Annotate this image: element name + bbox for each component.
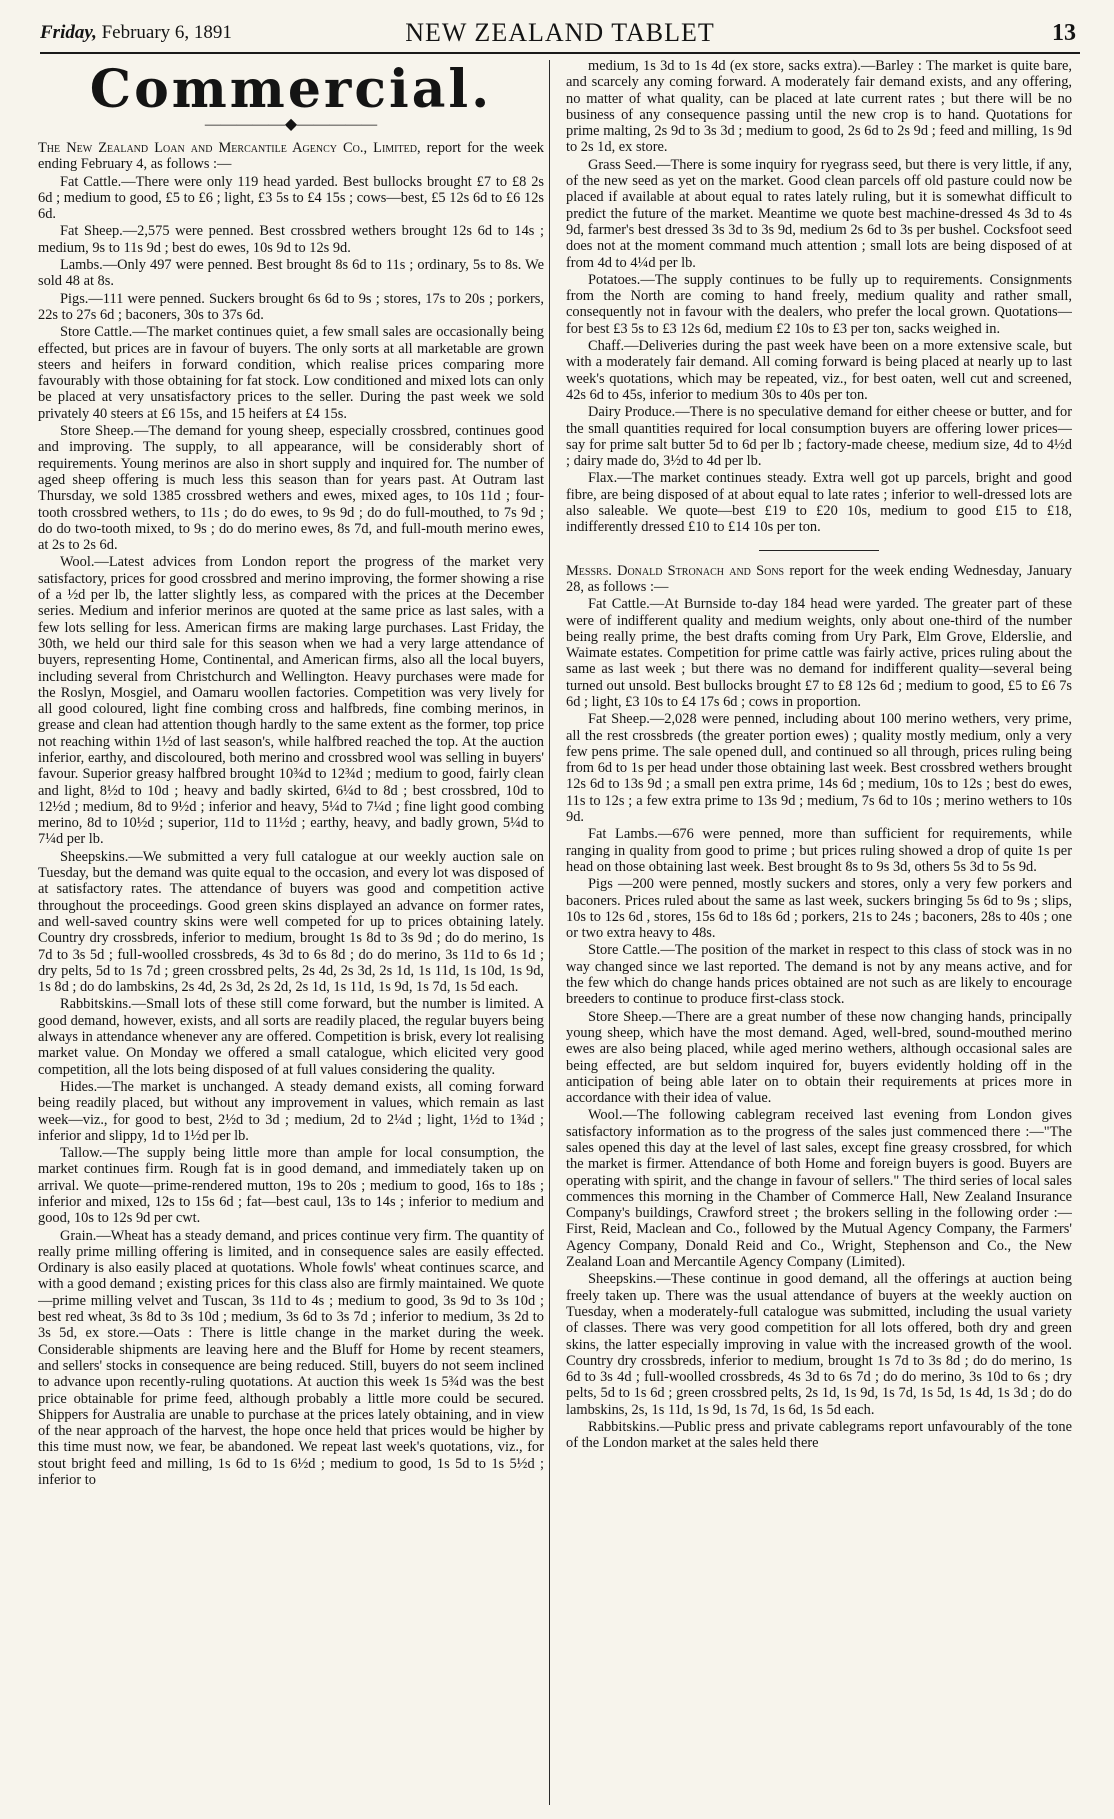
market-paragraph bbox=[566, 942, 1072, 1007]
market-paragraph bbox=[38, 223, 544, 256]
paragraph-label: Sheepskins. bbox=[588, 1271, 657, 1288]
paragraph-label: Tallow. bbox=[60, 1145, 103, 1162]
paragraph-label: Pigs bbox=[588, 876, 613, 893]
paragraph-text: —The supply continues to be fully up to requirements. Consignments from the North are coming to hand freely, medium quality and rather small, consequently not in favour with the dealers, who prefer the local grown. Quotations—for best £3 5s to £3 12s 6d, medium £2 10s to £3 per ton, sacks weighed in. bbox=[566, 271, 1072, 337]
market-paragraph bbox=[566, 58, 1072, 156]
paragraph-label: Sheepskins. bbox=[60, 848, 129, 865]
paragraph-text: —2,028 were penned, including about 100 merino wethers, very prime, all the rest crossbreds (the greater portion ewes) ; quality mostly medium, only a very few pens prime. The sale opened dull, and continued so all through, prices ruling being from 6d to 1s per head under those obtaining last week. Best crossbred wethers brought 12s 6d to 13s 9d ; a small pen extra prime, 14s 6d ; medium, 10s to 12s ; best do ewes, 11s to 12s ; a few extra prime to 13s 9d ; medium, 7s 6d to 10s ; merino wethers to 10s 9d. bbox=[566, 711, 1072, 826]
paragraph-text: —Wheat has a steady demand, and prices continue very firm. The quantity of really prime milling offering is limited, and in consequence sales are easily effected. Ordinary is also easily placed at quotations. Whole fowls' wheat continues scarce, and with a good demand ; existing prices for this class also are firmly maintained. We quote—prime milling velvet and Tuscan, 3s 11d to 4s ; medium to good, 3s 9d to 3s 10d ; best red wheat, 3s 8d to 3s 10d ; medium, 3s 6d to 3s 7d ; inferior to medium, 3s 2d to 3s 5d, ex store.—Oats : There is little change in the market during the week. Considerable shipments are leaving here and the Bluff for Home by recent steamers, and sellers' stocks in consequence are being reduced. Still, buyers do not seem inclined to advance upon recently-ruling quotations. At auction this week 1s 5¾d was the best price obtainable for prime feed, although probably a little more could be secured. Shippers for Australia are unable to purchase at the prices lately obtaining, and in view of the near approach of the harvest, the hope once held that prices would be higher by this time must now, we fear, be abandoned. We repeat last week's quotations, viz., for stout bright feed and milling, 1s 6d to 1s 6½d ; medium to good, 1s 5d to 1s 5½d ; inferior to bbox=[38, 1227, 544, 1489]
paragraph-text: —The market continues quiet, a few small sales are occasionally being effected, but prices are in favour of buyers. The only sorts at all marketable are grown steers and heifers in forward condition, which realise prices comparing more favourably with those obtaining for fat stock. Low conditioned and mixed lots can only be placed at very unsatisfactory prices to the seller. During the past week we sold privately 40 steers at £6 15s, and 15 heifers at £4 15s. bbox=[38, 324, 544, 422]
market-paragraph bbox=[38, 174, 544, 223]
market-paragraph bbox=[566, 876, 1072, 941]
paragraph-text: —2,575 were penned. Best crossbred wethers brought 12s 6d to 14s ; medium, 9s to 11s 9d ; best do ewes, 10s 9d to 12s 9d. bbox=[38, 223, 544, 256]
market-paragraph bbox=[38, 423, 544, 553]
report-heading-rest: report for the week ending February 4, as follows :— bbox=[38, 140, 544, 173]
market-paragraph bbox=[566, 596, 1072, 710]
market-paragraph bbox=[566, 1419, 1072, 1452]
right-paragraphs bbox=[566, 596, 1072, 1451]
paragraph-text: —Only 497 were penned. Best brought 8s 6d to 11s ; ordinary, 5s to 8s. We sold 48 at 8s. bbox=[38, 257, 544, 290]
paragraph-label: Store Sheep. bbox=[60, 423, 134, 440]
market-paragraph bbox=[38, 1145, 544, 1226]
paragraph-label: Fat Sheep. bbox=[588, 711, 650, 728]
market-paragraph bbox=[38, 996, 544, 1077]
market-paragraph bbox=[566, 1009, 1072, 1107]
market-paragraph bbox=[38, 1228, 544, 1489]
market-paragraph bbox=[38, 257, 544, 290]
paragraph-text: —There is some inquiry for ryegrass seed, but there is very little, if any, of the new seed as yet on the market. Good clean parcels off old pasture could now be placed if available at about equal to rates lately ruling, but it is somewhat difficult to predict the future of the market. Meantime we quote best machine-dressed 4s 3d to 4s 9d, farmer's best dressed 3s 3d to 3s 9d, medium 2s 6d to 3s per bushel. Cocksfoot seed does not at the moment command much attention ; small lots are being disposed of at from 4d to 4¼d per lb. bbox=[566, 156, 1072, 271]
paragraph-label: Store Cattle. bbox=[60, 324, 133, 341]
paragraph-label: Fat Lambs. bbox=[588, 826, 658, 843]
paragraph-text: —The position of the market in respect to this class of stock was in no way changed since we last reported. The demand is not by any means active, and for the few which do change hands prices obtained are not such as are likely to encourage breeders to continue to produce first-class stock. bbox=[566, 942, 1072, 1008]
left-column bbox=[38, 58, 544, 1808]
paragraph-text: —Public press and private cablegrams report unfavourably of the tone of the London market at the sales held there bbox=[566, 1419, 1072, 1452]
paragraph-label: Grass Seed. bbox=[588, 156, 657, 173]
market-paragraph bbox=[566, 826, 1072, 875]
paragraph-text: —The supply being little more than ample for local consumption, the market continues firm. Rough fat is in good demand, and immediately taken up on arrival. We quote—prime-rendered mutton, 19s to 20s ; medium to good, 16s to 18s ; inferior and mixed, 12s to 15s 6d ; fat—best caul, 13s to 14s ; inferior to medium and good, 10s to 12s 9d per cwt. bbox=[38, 1145, 544, 1227]
issue-day: Friday, bbox=[40, 22, 97, 43]
paragraph-label: Rabbitskins. bbox=[588, 1419, 660, 1436]
paragraph-label: Pigs. bbox=[60, 290, 89, 307]
paragraph-text: —These continue in good demand, all the offerings at auction being freely taken up. There was the usual attendance of buyers at the weekly auction on Tuesday, when a moderately-full catalogue was submitted, including the usual variety of classes. There was very good competition for all lots offered, both dry and green skins, the latter especially improving in value with the increased growth of the wool. Country dry crossbreds, inferior to medium, brought 1s 7d to 3s 8d ; do do merino, 1s 6d to 3s 4d ; full-woolled crossbreds, 4s 3d to 6s 7d ; do do merino, 3s 10d to 6s ; dry pelts, 5d to 1s 6d ; green crossbred pelts, 2s 1d, 1s 9d, 1s 7d, 1s 5d, 1s 4d, 1s 3d ; do do lambskins, 2s, 1s 11d, 1s 9d, 1s 7d, 1s 6d, 1s 5d each. bbox=[566, 1271, 1072, 1418]
paragraph-text: —There were only 119 head yarded. Best bullocks brought £7 to £8 2s 6d ; medium to good, £5 to £6 ; light, £3 5s to £4 15s ; cows—best, £5 12s 6d to £6 12s 6d. bbox=[38, 173, 544, 223]
paragraph-text: —111 were penned. Suckers brought 6s 6d to 9s ; stores, 17s to 20s ; porkers, 22s to 27s 6d ; baconers, 30s to 37s 6d. bbox=[38, 290, 544, 323]
firm-name: The New Zealand Loan and Mercantile Agency Co., Limited, bbox=[38, 140, 421, 156]
report-heading-stronach bbox=[566, 563, 1072, 596]
paragraph-label: Wool. bbox=[60, 554, 95, 571]
market-paragraph bbox=[38, 324, 544, 422]
right-column bbox=[566, 58, 1072, 1808]
section-separator bbox=[759, 550, 879, 551]
section-masthead: Commercial. bbox=[89, 59, 493, 120]
newspaper-title: NEW ZEALAND TABLET bbox=[405, 18, 715, 47]
issue-date-text: February 6, 1891 bbox=[101, 22, 232, 43]
market-paragraph bbox=[566, 338, 1072, 403]
paragraph-label: Hides. bbox=[60, 1078, 98, 1095]
paragraph-text: —The demand for young sheep, especially crossbred, continues good and improving. The supply, to all appearance, will be considerably short of requirements. Young merinos are also in short supply and inquired for. The number of aged sheep offering is much less this season than for years past. At Outram last Thursday, we sold 1385 crossbred wethers and ewes, mixed ages, to 10s 11d ; four-tooth crossbred wethers, to 11s ; do do ewes, to 9s 9d ; do do full-mouthed, to 7s 9d ; do do two-tooth mixed, to 9s ; do do merino ewes, 8s 7d, and full-mouth merino ewes, at 2s to 2s 6d. bbox=[38, 423, 544, 554]
paragraph-text: —There are a great number of these now changing hands, principally young sheep, which have the most demand. Aged, well-bred, sound-mouthed merino ewes are also being placed, while aged merino wethers, although occasional sales are being effected, are but seldom inquired for, buyers evidently holding off in the anticipation of being able later on to obtain their requirements at prices more in accordance with their idea of value. bbox=[566, 1008, 1072, 1107]
paragraph-label: Store Sheep. bbox=[588, 1008, 662, 1025]
right-paragraphs-continued bbox=[566, 58, 1072, 536]
paragraph-text: —Small lots of these still come forward, but the number is limited. A good demand, however, exists, and all sorts are readily placed, the regular buyers being always in attendance whenever any are offered. Competition is brisk, every lot realising market value. On Monday we offered a small catalogue, which elicited very good competition, all the lots being disposed of at full values considering the quality. bbox=[38, 996, 544, 1078]
paragraph-label: Lambs. bbox=[60, 257, 103, 274]
market-paragraph bbox=[566, 470, 1072, 535]
paragraph-text: —Deliveries during the past week have been on a more extensive scale, but with a moderately fair demand. All coming forward is being placed at nearly up to last week's quotations, which may be repeated, viz., for best oaten, well cut and screened, 42s 6d to 45s, inferior to medium 30s to 40s per ton. bbox=[566, 338, 1072, 403]
paragraph-label: Fat Cattle. bbox=[60, 173, 122, 190]
page-header bbox=[40, 8, 1080, 54]
paragraph-text: —We submitted a very full catalogue at our weekly auction sale on Tuesday, but the demand was quite equal to the occasion, and every lot was disposed of at satisfactory rates. The attendance of buyers was good and competition active throughout the proceedings. Good green skins displayed an advance on former rates, and well-saved country skins were well competed for up to prices obtaining lately. Country dry crossbreds, inferior to medium, brought 1s 8d to 3s 9d ; do do merino, 1s 7d to 3s 5d ; full-woolled crossbreds, 4s 3d to 6s 8d ; do do merino, 3s 11d to 6s 1d ; dry pelts, 5d to 1s 7d ; green crossbred pelts, 2s 4d, 2s 3d, 2s 1d, 1s 11d, 1s 10d, 1s 9d, 1s 8d ; do do lambskins, 2s 4d, 2s 3d, 2s 2d, 2s 1d, 1s 11d, 1s 9d, 1s 7d, 1s 5d each. bbox=[38, 848, 544, 996]
market-paragraph bbox=[566, 711, 1072, 825]
market-paragraph bbox=[38, 849, 544, 996]
paragraph-text: —The market is unchanged. A steady demand exists, all coming forward being readily placed, but without any improvement in values, which remain as last week—viz., for good to best, 2½d to 3d ; medium, 2d to 2¼d ; light, 1½d to 1¾d ; inferior and slippy, 1d to 1½d per lb. bbox=[38, 1078, 544, 1144]
paragraph-label: Flax. bbox=[588, 470, 618, 487]
paragraph-text: —676 were penned, more than sufficient for requirements, while ranging in quality from good to prime ; but prices ruling showed a drop of quite 1s per head on those obtaining last week. Best brought 8s to 9s 3d, others 5s 3d to 5s 9d. bbox=[566, 826, 1072, 875]
page-number: 13 bbox=[1052, 20, 1076, 46]
paragraph-label: Grain. bbox=[60, 1227, 97, 1244]
paragraph-text: —The market continues steady. Extra well got up parcels, bright and good fibre, are being disposed of at about equal to late rates ; inferior to well-dressed lots are also saleable. We quote—best £19 to £20 10s, medium to good £15 to £18, indifferently dressed £10 to £14 10s per ton. bbox=[566, 470, 1072, 536]
paragraph-label: Chaff. bbox=[588, 338, 625, 355]
paragraph-label: Fat Cattle. bbox=[588, 596, 650, 613]
market-paragraph bbox=[38, 1079, 544, 1144]
paragraph-text: —There is no speculative demand for either cheese or butter, and for the small quantities required for local consumption buyers are offering lower prices—say for prime salt butter 5d to 6d per lb ; factory-made cheese, medium size, 4d to 4½d ; dairy made do, 3½d to 4d per lb. bbox=[566, 404, 1072, 470]
market-paragraph bbox=[566, 404, 1072, 469]
paragraph-label: Dairy Produce. bbox=[588, 404, 676, 421]
paragraph-label: Rabbitskins. bbox=[60, 996, 132, 1013]
paragraph-label: Fat Sheep. bbox=[60, 223, 123, 240]
column-divider bbox=[549, 60, 550, 1805]
paragraph-label: Store Cattle. bbox=[588, 942, 661, 959]
report-heading-rest: report for the week ending Wednesday, January 28, as follows :— bbox=[566, 562, 1072, 595]
paragraph-text: medium, 1s 3d to 1s 4d (ex store, sacks extra).—Barley : The market is quite bare, and scarcely any coming forward. A moderately fair demand exists, and any offering, no matter of what quality, can be placed at late current rates ; but there will be no business of any consequence passing until the new crop is to hand. Quotations for prime malting, 2s 9d to 3s 3d ; medium to good, 2s 6d to 2s 9d ; feed and milling, 1s 9d to 2s 1d, ex store. bbox=[566, 58, 1072, 156]
market-paragraph bbox=[566, 272, 1072, 337]
market-paragraph bbox=[566, 1271, 1072, 1418]
market-paragraph bbox=[38, 554, 544, 847]
paragraph-text: —At Burnside to-day 184 head were yarded. The greater part of these were of indifferent quality and medium weights, only about one-third of the number being really prime, the best drafts coming from Ury Park, Elm Grove, Elderslie, and Waimate estates. Competition for prime cattle was fairly active, prices ruling about the same as last week ; but there was no demand for indifferent quality—several being turned out unsold. Best bullocks brought £7 to £8 12s 6d ; medium to good, £5 to £6 7s 6d ; light, £3 10s to £4 17s 6d ; cows in proportion. bbox=[566, 596, 1072, 710]
paragraph-label: Potatoes. bbox=[588, 271, 641, 288]
paragraph-text: —200 were penned, mostly suckers and stores, only a very few porkers and baconers. Prices ruled about the same as last week, suckers bringing 5s 6d to 9s ; slips, 10s to 12s 6d , stores, 15s 6d to 18s 6d ; porkers, 21s to 24s ; baconers, 28s to 40s ; one or two extra heavy to 48s. bbox=[566, 876, 1072, 942]
paragraph-label: Wool. bbox=[588, 1107, 623, 1124]
market-paragraph bbox=[38, 291, 544, 324]
market-paragraph bbox=[566, 1107, 1072, 1270]
market-paragraph bbox=[566, 157, 1072, 271]
paragraph-text: —The following cablegram received last evening from London gives satisfactory information as to the progress of the sales just commenced there :—"The sales opened this day at the level of last sales, except fine greasy crossbred, for which the market is firmer. Attendance of both Home and foreign buyers is good. Buyers are operating with spirit, and the change in favour of sellers." The third series of local sales commences this morning in the Chamber of Commerce Hall, New Zealand Insurance Company's buildings, Crawford street ; the brokers selling in the following order :—First, Reid, Maclean and Co., followed by the Mutual Agency Company, the Farmers' Agency Company, Donald Reid and Co., Wright, Stephenson and Co., the New Zealand Loan and Mercantile Agency Company (Limited). bbox=[566, 1107, 1072, 1271]
firm-name: Messrs. Donald Stronach and Sons bbox=[566, 562, 785, 579]
report-heading-loan-agency bbox=[38, 140, 544, 173]
masthead-ornament: —————◆————— bbox=[204, 116, 378, 133]
left-paragraphs bbox=[38, 174, 544, 1489]
paragraph-text: —Latest advices from London report the progress of the market very satisfactory, prices for good crossbred and merino improving, the former showing a rise of a ½d per lb, the latter slightly less, as compared with the prices at the December series. Medium and inferior merinos are quoted at the same price as last sales, with a few lots selling for less. American firms are making large purchases. Last Friday, the 30th, we held our third sale for this season when we had a very large attendance of buyers, representing Home, Continental, and American firms, also all the local buyers, including several from Christchurch and Wellington. Heavy purchases were made for the Roslyn, Mosgiel, and Oamaru woollen factories. Competition was very lively for all good coloured, light fine combing cross and halfbreds, fine combing merinos, in grease and clean had attention though hardly to the same extent as the former, top price not reaching within 1½d of last season's, while halfbred reached the top. At the auction inferior, earthy, and discoloured, both merino and crossbred wool was selling in buyers' favour. Superior greasy halfbred brought 10¾d to 12¾d ; medium to good, fairly clean and light, 8½d to 10d ; heavy and badly skirted, 6¼d to 8d ; best crossbred, 10d to 12½d ; medium, 8d to 9½d ; inferior and heavy, 5¼d to 7¼d ; fine light good combing merino, 8d to 10½d ; superior, 11d to 11½d ; earthy, heavy, and badly grown, 5¼d to 7¼d per lb. bbox=[38, 554, 544, 848]
